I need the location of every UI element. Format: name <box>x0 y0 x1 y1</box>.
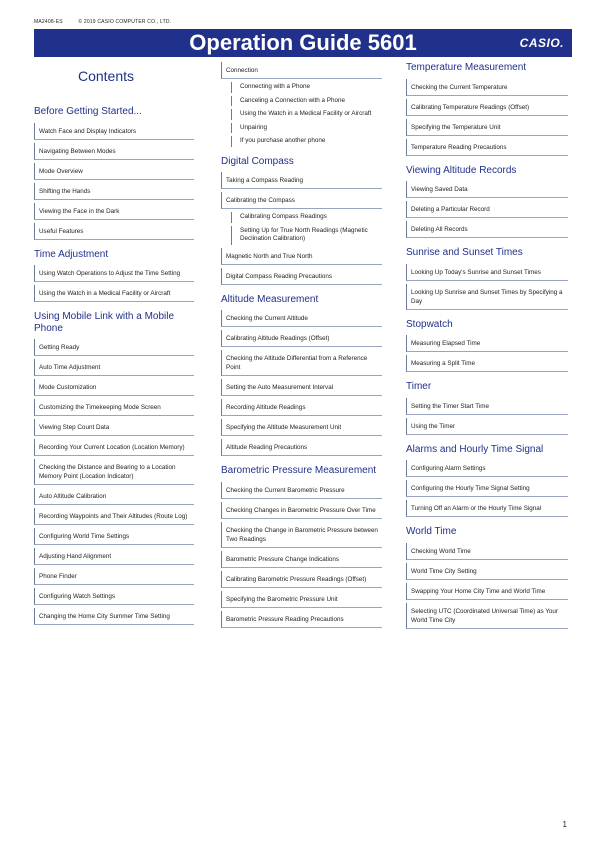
toc-link-calibrating-the-compass[interactable]: Calibrating the Compass <box>221 192 382 209</box>
toc-link-swapping-your-home-city-time-and-world-time[interactable]: Swapping Your Home City Time and World Time <box>406 583 568 600</box>
title-banner <box>34 29 572 57</box>
toc-link-connection[interactable]: Connection <box>221 62 382 79</box>
toc-sublink-unpairing[interactable]: Unpairing <box>231 123 382 134</box>
section-heading-alarms-and-hourly-time-signal: Alarms and Hourly Time Signal <box>406 443 544 455</box>
toc-link-mode-overview[interactable]: Mode Overview <box>34 163 194 180</box>
section-heading-world-time: World Time <box>406 526 457 537</box>
toc-link-barometric-pressure-reading-precautions[interactable]: Barometric Pressure Reading Precautions <box>221 611 382 628</box>
toc-link-looking-up-today-s-sunrise-and-sunset-times[interactable]: Looking Up Today's Sunrise and Sunset Times <box>406 264 568 281</box>
toc-link-magnetic-north-and-true-north[interactable]: Magnetic North and True North <box>221 248 382 265</box>
toc-link-configuring-world-time-settings[interactable]: Configuring World Time Settings <box>34 528 194 545</box>
toc-link-mode-customization[interactable]: Mode Customization <box>34 379 194 396</box>
section-items <box>221 310 382 456</box>
toc-sublink-using-the-watch-in-a-medical-facility-or-aircraft[interactable]: Using the Watch in a Medical Facility or Aircraft <box>231 109 382 120</box>
toc-link-checking-the-distance-and-bearing-to-a-location-memory-point-location-indicator[interactable]: Checking the Distance and Bearing to a Location Memory Point (Location Indicator) <box>34 459 194 485</box>
toc-link-setting-the-auto-measurement-interval[interactable]: Setting the Auto Measurement Interval <box>221 379 382 396</box>
contents-column-1 <box>34 62 194 634</box>
toc-link-specifying-the-altitude-measurement-unit[interactable]: Specifying the Altitude Measurement Unit <box>221 419 382 436</box>
toc-link-checking-world-time[interactable]: Checking World Time <box>406 543 568 560</box>
toc-link-auto-altitude-calibration[interactable]: Auto Altitude Calibration <box>34 488 194 505</box>
toc-sublink-canceling-a-connection-with-a-phone[interactable]: Canceling a Connection with a Phone <box>231 96 382 107</box>
toc-link-checking-the-current-barometric-pressure[interactable]: Checking the Current Barometric Pressure <box>221 482 382 499</box>
section-items <box>406 264 568 310</box>
toc-sublink-if-you-purchase-another-phone[interactable]: If you purchase another phone <box>231 136 382 147</box>
toc-link-temperature-reading-precautions[interactable]: Temperature Reading Precautions <box>406 139 568 156</box>
toc-link-specifying-the-barometric-pressure-unit[interactable]: Specifying the Barometric Pressure Unit <box>221 591 382 608</box>
toc-link-calibrating-barometric-pressure-readings-offset[interactable]: Calibrating Barometric Pressure Readings (Offset) <box>221 571 382 588</box>
section-items <box>406 460 568 517</box>
contents-column-2 <box>221 62 382 637</box>
toc-link-viewing-saved-data[interactable]: Viewing Saved Data <box>406 181 568 198</box>
toc-link-specifying-the-temperature-unit[interactable]: Specifying the Temperature Unit <box>406 119 568 136</box>
section-heading-sunrise-and-sunset-times: Sunrise and Sunset Times <box>406 247 523 258</box>
toc-link-calibrating-temperature-readings-offset[interactable]: Calibrating Temperature Readings (Offset) <box>406 99 568 116</box>
toc-link-checking-the-current-altitude[interactable]: Checking the Current Altitude <box>221 310 382 327</box>
section-heading-altitude-measurement: Altitude Measurement <box>221 293 319 305</box>
section-heading-time-adjustment: Time Adjustment <box>34 248 109 260</box>
toc-link-configuring-watch-settings[interactable]: Configuring Watch Settings <box>34 588 194 605</box>
section-heading-using-mobile-link-with-a-mobile-phone: Using Mobile Link with a Mobile Phone <box>34 311 175 334</box>
toc-link-deleting-all-records[interactable]: Deleting All Records <box>406 221 568 238</box>
toc-link-altitude-reading-precautions[interactable]: Altitude Reading Precautions <box>221 439 382 456</box>
toc-sublink-setting-up-for-true-north-readings-magnetic-declination-calibration[interactable]: Setting Up for True North Readings (Magnetic Declination Calibration) <box>231 226 382 245</box>
toc-link-recording-your-current-location-location-memory[interactable]: Recording Your Current Location (Location Memory) <box>34 439 194 456</box>
toc-link-measuring-elapsed-time[interactable]: Measuring Elapsed Time <box>406 335 568 352</box>
toc-link-checking-the-altitude-differential-from-a-reference-point[interactable]: Checking the Altitude Differential from a Reference Point <box>221 350 382 376</box>
contents-column-3 <box>406 62 568 638</box>
toc-link-phone-finder[interactable]: Phone Finder <box>34 568 194 585</box>
toc-link-checking-changes-in-barometric-pressure-over-time[interactable]: Checking Changes in Barometric Pressure Over Time <box>221 502 382 519</box>
toc-link-calibrating-altitude-readings-offset[interactable]: Calibrating Altitude Readings (Offset) <box>221 330 382 347</box>
page-number: 1 <box>562 820 567 829</box>
section-heading-barometric-pressure-measurement: Barometric Pressure Measurement <box>221 465 377 476</box>
toc-link-using-watch-operations-to-adjust-the-time-setting[interactable]: Using Watch Operations to Adjust the Time Setting <box>34 265 194 282</box>
section-heading-timer: Timer <box>406 381 432 392</box>
section-heading-digital-compass: Digital Compass <box>221 155 294 167</box>
section-items <box>221 172 382 285</box>
casio-logo: CASIO. <box>519 36 564 50</box>
toc-link-recording-waypoints-and-their-altitudes-route-log[interactable]: Recording Waypoints and Their Altitudes (Route Log) <box>34 508 194 525</box>
toc-link-configuring-alarm-settings[interactable]: Configuring Alarm Settings <box>406 460 568 477</box>
section-heading-viewing-altitude-records: Viewing Altitude Records <box>406 164 517 176</box>
toc-link-viewing-the-face-in-the-dark[interactable]: Viewing the Face in the Dark <box>34 203 194 220</box>
section-items <box>406 543 568 629</box>
toc-link-taking-a-compass-reading[interactable]: Taking a Compass Reading <box>221 172 382 189</box>
section-items <box>406 335 568 372</box>
doc-code: MA2408-ES <box>34 19 63 25</box>
toc-link-checking-the-current-temperature[interactable]: Checking the Current Temperature <box>406 79 568 96</box>
section-items <box>406 181 568 238</box>
section-heading-before-getting-started: Before Getting Started... <box>34 106 142 117</box>
toc-link-changing-the-home-city-summer-time-setting[interactable]: Changing the Home City Summer Time Setting <box>34 608 194 625</box>
toc-link-adjusting-hand-alignment[interactable]: Adjusting Hand Alignment <box>34 548 194 565</box>
toc-link-viewing-step-count-data[interactable]: Viewing Step Count Data <box>34 419 194 436</box>
toc-link-barometric-pressure-change-indications[interactable]: Barometric Pressure Change Indications <box>221 551 382 568</box>
toc-link-digital-compass-reading-precautions[interactable]: Digital Compass Reading Precautions <box>221 268 382 285</box>
section-heading-temperature-measurement: Temperature Measurement <box>406 62 527 73</box>
toc-link-checking-the-change-in-barometric-pressure-between-two-readings[interactable]: Checking the Change in Barometric Pressure between Two Readings <box>221 522 382 548</box>
toc-link-customizing-the-timekeeping-mode-screen[interactable]: Customizing the Timekeeping Mode Screen <box>34 399 194 416</box>
toc-link-recording-altitude-readings[interactable]: Recording Altitude Readings <box>221 399 382 416</box>
section-items <box>34 123 194 240</box>
toc-link-using-the-watch-in-a-medical-facility-or-aircraft[interactable]: Using the Watch in a Medical Facility or Aircraft <box>34 285 194 302</box>
toc-link-measuring-a-split-time[interactable]: Measuring a Split Time <box>406 355 568 372</box>
toc-link-useful-features[interactable]: Useful Features <box>34 223 194 240</box>
toc-link-navigating-between-modes[interactable]: Navigating Between Modes <box>34 143 194 160</box>
header-meta <box>34 19 185 25</box>
toc-link-setting-the-timer-start-time[interactable]: Setting the Timer Start Time <box>406 398 568 415</box>
section-heading-stopwatch: Stopwatch <box>406 318 453 330</box>
toc-link-deleting-a-particular-record[interactable]: Deleting a Particular Record <box>406 201 568 218</box>
toc-link-world-time-city-setting[interactable]: World Time City Setting <box>406 563 568 580</box>
toc-link-configuring-the-hourly-time-signal-setting[interactable]: Configuring the Hourly Time Signal Setting <box>406 480 568 497</box>
toc-link-shifting-the-hands[interactable]: Shifting the Hands <box>34 183 194 200</box>
toc-link-turning-off-an-alarm-or-the-hourly-time-signal[interactable]: Turning Off an Alarm or the Hourly Time Signal <box>406 500 568 517</box>
section-items <box>221 62 382 147</box>
toc-link-getting-ready[interactable]: Getting Ready <box>34 339 194 356</box>
section-items <box>406 398 568 435</box>
contents-heading: Contents <box>77 68 135 84</box>
toc-link-auto-time-adjustment[interactable]: Auto Time Adjustment <box>34 359 194 376</box>
copyright-notice: © 2019 CASIO COMPUTER CO., LTD. <box>78 19 172 25</box>
toc-link-looking-up-sunrise-and-sunset-times-by-specifying-a-day[interactable]: Looking Up Sunrise and Sunset Times by Specifying a Day <box>406 284 568 310</box>
page-title: Operation Guide 5601 <box>189 30 417 55</box>
section-items <box>34 265 194 302</box>
toc-link-using-the-timer[interactable]: Using the Timer <box>406 418 568 435</box>
toc-sublink-calibrating-compass-readings[interactable]: Calibrating Compass Readings <box>231 212 382 223</box>
toc-link-selecting-utc-coordinated-universal-time-as-your-world-time-city[interactable]: Selecting UTC (Coordinated Universal Time) as Your World Time City <box>406 603 568 629</box>
section-items <box>406 79 568 156</box>
section-items <box>34 339 194 625</box>
toc-link-watch-face-and-display-indicators[interactable]: Watch Face and Display Indicators <box>34 123 194 140</box>
section-items <box>221 482 382 628</box>
toc-sublink-connecting-with-a-phone[interactable]: Connecting with a Phone <box>231 82 382 93</box>
